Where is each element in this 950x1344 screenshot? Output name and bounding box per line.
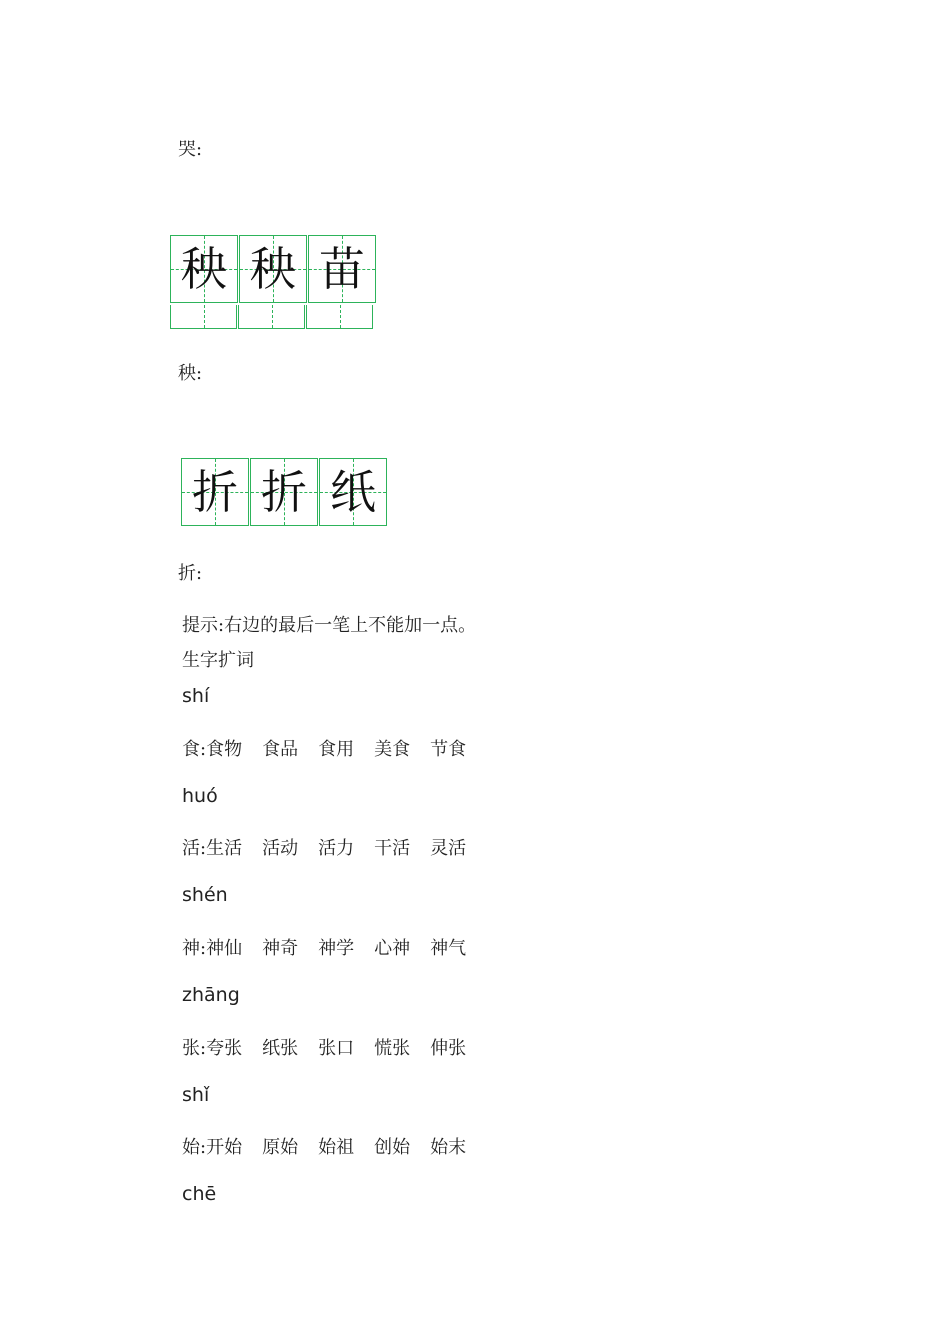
- tian-grid-zhezhi: [181, 458, 388, 526]
- entry-words: [182, 1133, 486, 1159]
- grid-cell: [308, 235, 376, 303]
- entry-char: 张:: [182, 1038, 207, 1059]
- tian-grid-overlap: [170, 305, 374, 329]
- entry-words: [182, 834, 486, 860]
- word: 食品: [262, 739, 299, 760]
- label-yang: 秧:: [178, 363, 203, 384]
- word: 张口: [318, 1038, 355, 1059]
- word: 食用: [318, 739, 355, 760]
- entry-pinyin: zhāng: [182, 984, 240, 1006]
- word: 创始: [374, 1137, 411, 1158]
- grid-cell: [181, 458, 249, 526]
- entry-pinyin: shí: [182, 685, 210, 707]
- word: 神气: [430, 938, 467, 959]
- grid-ghost-cell: [238, 305, 305, 329]
- label-zhe: 折:: [178, 563, 203, 584]
- word: 原始: [262, 1137, 299, 1158]
- entry-pinyin: shǐ: [182, 1084, 210, 1106]
- section-title: 生字扩词: [182, 650, 254, 671]
- word: 节食: [430, 739, 467, 760]
- entry-words: [182, 934, 486, 960]
- grid-char: 纸: [330, 465, 376, 519]
- tian-grid-yangmiao: [170, 235, 377, 303]
- label-ku: 哭:: [178, 139, 203, 160]
- entry-pinyin: shén: [182, 884, 228, 906]
- word: 伸张: [430, 1038, 467, 1059]
- word: 活力: [318, 838, 355, 859]
- word: 始末: [430, 1137, 467, 1158]
- grid-char: 苗: [319, 242, 365, 296]
- word: 活动: [262, 838, 299, 859]
- entry-char: 食:: [182, 739, 207, 760]
- word: 始祖: [318, 1137, 355, 1158]
- word: 纸张: [262, 1038, 299, 1059]
- grid-cell: [250, 458, 318, 526]
- grid-ghost-cell: [306, 305, 373, 329]
- grid-char: 折: [261, 465, 307, 519]
- word: 生活: [206, 838, 243, 859]
- hint-text: 提示:右边的最后一笔上不能加一点。: [182, 615, 477, 636]
- grid-ghost-cell: [170, 305, 237, 329]
- entry-char: 神:: [182, 938, 207, 959]
- entry-char: 始:: [182, 1137, 207, 1158]
- word: 干活: [374, 838, 411, 859]
- word: 心神: [374, 938, 411, 959]
- word: 灵活: [430, 838, 467, 859]
- entry-words: [182, 735, 486, 761]
- grid-cell: [319, 458, 387, 526]
- word: 开始: [206, 1137, 243, 1158]
- entry-pinyin: huó: [182, 785, 218, 807]
- entry-char: 活:: [182, 838, 207, 859]
- word: 食物: [206, 739, 243, 760]
- entry-pinyin-last: chē: [182, 1183, 217, 1205]
- word: 美食: [374, 739, 411, 760]
- word: 神仙: [206, 938, 243, 959]
- word: 慌张: [374, 1038, 411, 1059]
- entry-words: [182, 1034, 486, 1060]
- grid-char: 折: [192, 465, 238, 519]
- grid-char: 秧: [250, 242, 296, 296]
- grid-cell: [239, 235, 307, 303]
- grid-char: 秧: [181, 242, 227, 296]
- word: 神学: [318, 938, 355, 959]
- word: 神奇: [262, 938, 299, 959]
- word: 夸张: [206, 1038, 243, 1059]
- grid-cell: [170, 235, 238, 303]
